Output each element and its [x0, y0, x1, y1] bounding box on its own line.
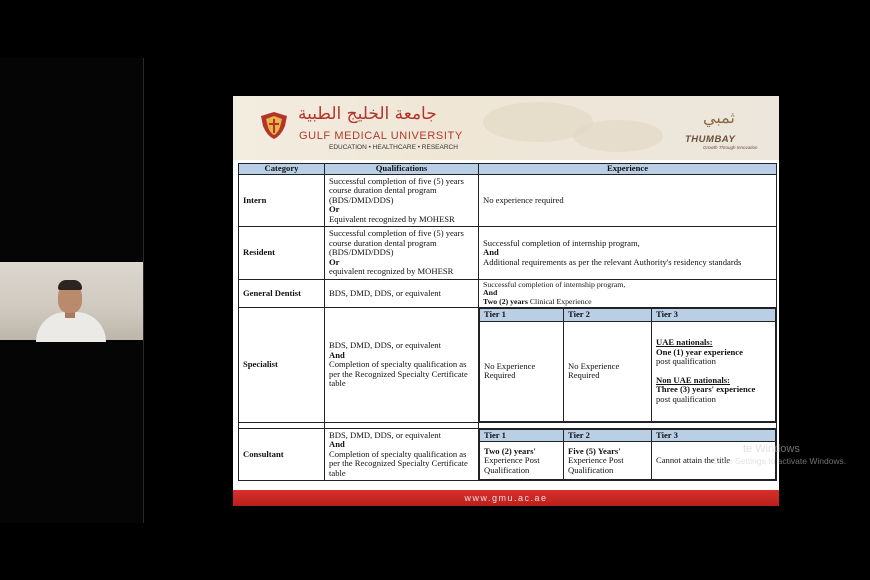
thumbay-logo: THUMBAY [685, 134, 736, 145]
qualifications-general-dentist: BDS, DMD, DDS, or equivalent [325, 280, 479, 308]
category-general-dentist: General Dentist [239, 280, 325, 308]
requirements-table [238, 163, 777, 481]
university-name: GULF MEDICAL UNIVERSITY [299, 130, 463, 142]
tier-3-header: Tier 3 [652, 309, 776, 322]
non-uae-experience [656, 385, 771, 404]
header-qualifications: Qualifications [325, 164, 479, 175]
experience-specialist [479, 308, 777, 423]
slide-footer [233, 490, 779, 506]
tier-2-value: No Experience Required [564, 321, 652, 421]
non-uae-years: Three (3) years' experience [656, 384, 756, 395]
specialist-tier-table [479, 308, 776, 422]
qualifications-intern [325, 175, 479, 227]
qualification-text: Equivalent recognized by MOHESR [329, 213, 455, 224]
qualification-text: BDS, DMD, DDS, or equivalent [329, 429, 441, 440]
experience-years: Two (2) years [483, 296, 528, 306]
world-map-decoration [573, 120, 663, 152]
footer-url: www.gmu.ac.ae [464, 493, 548, 503]
gmu-emblem-icon [259, 110, 289, 140]
experience-resident [479, 227, 777, 280]
and-label: And [329, 349, 345, 360]
qualification-text: Completion of specialty qualification as per the Recognized Specialty Certificate table [329, 359, 468, 389]
and-label: And [483, 288, 498, 298]
experience-intern: No experience required [479, 175, 777, 227]
university-arabic-name: جامعة الخليج الطبية [298, 104, 437, 124]
qualification-text: Successful completion of five (5) years course duration dental program (BDS/DMD/DDS) [329, 228, 464, 258]
category-intern: Intern [239, 175, 325, 227]
uae-nationals-label: UAE nationals: [656, 337, 713, 348]
category-resident: Resident [239, 227, 325, 280]
tier-3-value: Cannot attain the title [652, 442, 776, 480]
tier-2-years: Five (5) Years' [568, 445, 621, 456]
and-label: And [329, 439, 345, 450]
table-row-consultant [239, 428, 777, 481]
experience-rest: Clinical Experience [527, 296, 592, 306]
tier-1-value: No Experience Required [480, 321, 564, 421]
tier-1-value [480, 442, 564, 480]
activation-watermark-text: Go to Settings to activate Windows. [712, 456, 847, 466]
experience-consultant [479, 428, 777, 481]
and-label: And [483, 247, 499, 258]
experience-text [483, 298, 772, 306]
table-header-row [239, 164, 777, 175]
or-label: Or [329, 204, 340, 215]
tier-1-header: Tier 1 [480, 309, 564, 322]
tier-3-value [652, 321, 776, 421]
thumbay-arabic-logo: ثمبي [703, 108, 735, 127]
tier-2-header: Tier 2 [564, 429, 652, 442]
table-row-intern [239, 175, 777, 227]
experience-text: Successful completion of internship program, [483, 280, 626, 289]
experience-general-dentist [479, 280, 777, 308]
qualifications-resident [325, 227, 479, 280]
qualification-text: Successful completion of five (5) years course duration dental program (BDS/DMD/DDS) [329, 175, 464, 205]
experience-text: Additional requirements as per the relevant Authority's residency standards [483, 256, 742, 267]
uae-experience-rest: post qualification [656, 356, 716, 367]
thumbay-tagline: Growth Through Innovation [703, 145, 758, 150]
table-row-specialist [239, 308, 777, 423]
participant-hair [58, 280, 82, 290]
or-label: Or [329, 256, 340, 267]
category-consultant: Consultant [239, 428, 325, 481]
tier-3-header: Tier 3 [652, 429, 776, 442]
consultant-tier-table [479, 429, 776, 481]
non-uae-rest: post qualification [656, 394, 716, 404]
tier-1-years: Two (2) years' [484, 445, 536, 456]
category-specialist: Specialist [239, 308, 325, 423]
non-uae-nationals-label: Non UAE nationals: [656, 374, 731, 385]
activation-watermark-title: te Windows [743, 443, 800, 455]
tier-1-header: Tier 1 [480, 429, 564, 442]
qualification-text: equivalent recognized by MOHESR [329, 266, 454, 277]
experience-text: Successful completion of internship program, [483, 237, 640, 248]
header-category: Category [239, 164, 325, 175]
shared-slide [233, 96, 779, 506]
qualifications-consultant [325, 428, 479, 481]
uae-experience: One (1) year experience [656, 346, 743, 357]
slide-banner [233, 96, 779, 160]
qualifications-specialist [325, 308, 479, 423]
qualification-text: Completion of specialty qualification as per the Recognized Specialty Certificate table [329, 448, 468, 478]
university-tagline: EDUCATION • HEALTHCARE • RESEARCH [329, 144, 458, 151]
table-row-resident [239, 227, 777, 280]
tier-2-rest: Experience Post Qualification [568, 455, 624, 475]
tier-2-header: Tier 2 [564, 309, 652, 322]
qualification-text: BDS, DMD, DDS, or equivalent [329, 340, 441, 351]
header-experience: Experience [479, 164, 777, 175]
table-row-general-dentist [239, 280, 777, 308]
tier-1-rest: Experience Post Qualification [484, 455, 540, 475]
tier-2-value [564, 442, 652, 480]
